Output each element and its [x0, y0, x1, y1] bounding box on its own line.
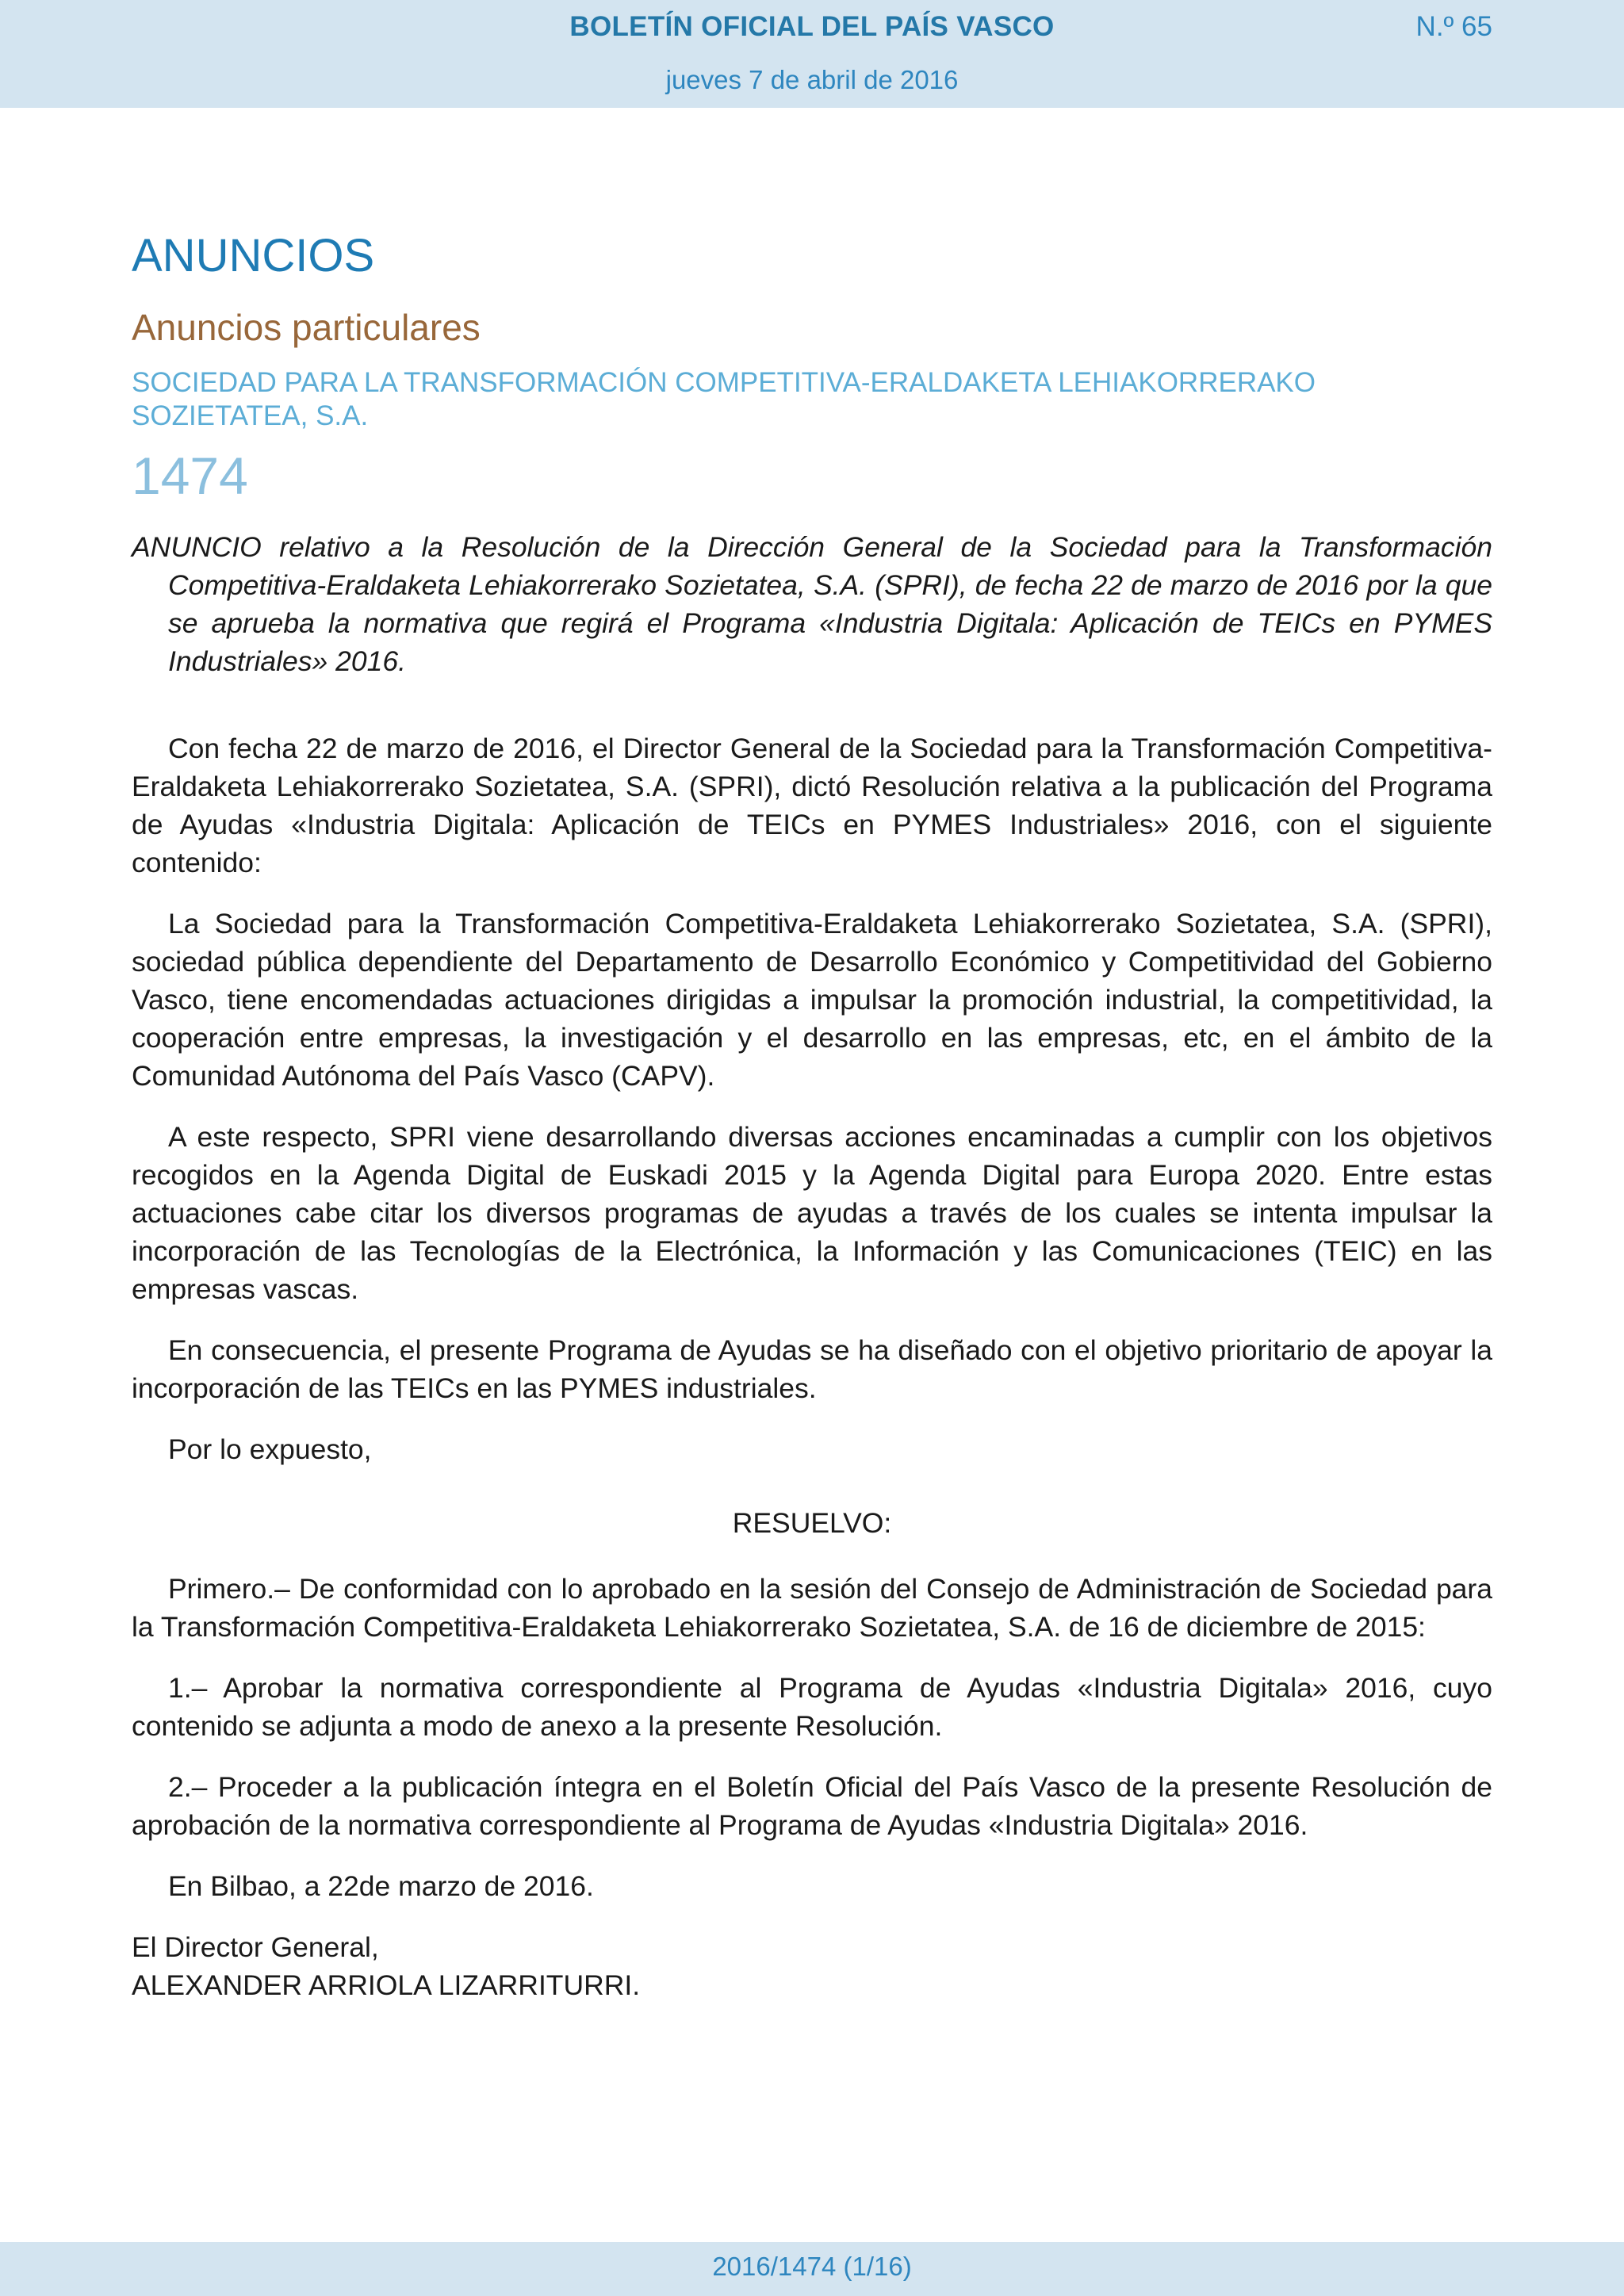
subsection-title: Anuncios particulares: [132, 306, 481, 348]
signature-role: El Director General,: [132, 1931, 379, 1964]
body-paragraph: A este respecto, SPRI viene desarrollando diversas acciones encaminadas a cumplir con los objetivos recogidos en la Agenda Digital de Euskadi 2015 y la Agenda Digital para Europa 2020. Entre estas actuaciones cabe citar los diversos programas de ayudas a través de los cuales se intenta impulsar la incorporación de las Tecnologías de la Electrónica, la Información y las Comunicaciones (TEIC) en las empresas vascas.: [132, 1121, 1492, 1306]
header-band: [0, 0, 1624, 108]
body-paragraph: Primero.– De conformidad con lo aprobado en la sesión del Consejo de Administración de Sociedad para la Transformación Competitiva-Eraldaketa Lehiakorrerako Sozietatea, S.A. de 16 de diciembre de 2015:: [132, 1573, 1492, 1644]
organization-name-line2: SOZIETATEA, S.A.: [132, 400, 369, 431]
resolves-heading: RESUELVO:: [732, 1507, 892, 1540]
body-paragraph: La Sociedad para la Transformación Competitiva-Eraldaketa Lehiakorrerako Sozietatea, S.A. (SPRI), sociedad pública dependiente del Departamento de Desarrollo Económico y Competitividad del Gobierno Vasco, tiene encomendadas actuaciones dirigidas a impulsar la promoción industrial, la competitividad, la cooperación entre empresas, la investigación y el desarrollo en las empresas, etc, en el ámbito de la Comunidad Autónoma del País Vasco (CAPV).: [132, 908, 1492, 1093]
announcement-number: 1474: [132, 446, 248, 505]
body-paragraph: 2.– Proceder a la publicación íntegra en el Boletín Oficial del País Vasco de la presente Resolución de aprobación de la normativa correspondiente al Programa de Ayudas «Industria Digitala» 2016.: [132, 1771, 1492, 1842]
bulletin-number: N.º 65: [1415, 11, 1492, 42]
footer-band: [0, 2242, 1624, 2296]
organization-name-line1: SOCIEDAD PARA LA TRANSFORMACIÓN COMPETITIVA-ERALDAKETA LEHIAKORRERAKO: [132, 366, 1316, 398]
bulletin-date: jueves 7 de abril de 2016: [665, 65, 959, 94]
announcement-summary: ANUNCIO relativo a la Resolución de la Dirección General de la Sociedad para la Transformación Competitiva-Eraldaketa Lehiakorrerako Sozietatea, S.A. (SPRI), de fecha 22 de marzo de 2016 por la que se aprueba la normativa que regirá el Programa «Industria Digitala: Aplicación de TEICs en PYMES Industriales» 2016.: [132, 531, 1492, 678]
document-content: [132, 230, 1492, 2004]
body-paragraph: Con fecha 22 de marzo de 2016, el Director General de la Sociedad para la Transformación Competitiva-Eraldaketa Lehiakorrerako Sozietatea, S.A. (SPRI), dictó Resolución relativa a la publicación del Programa de Ayudas «Industria Digitala: Aplicación de TEICs en PYMES Industriales» 2016, con el siguiente contenido:: [132, 733, 1492, 879]
bulletin-title: BOLETÍN OFICIAL DEL PAÍS VASCO: [569, 11, 1055, 42]
body-paragraph: En consecuencia, el presente Programa de Ayudas se ha diseñado con el objetivo prioritario de apoyar la incorporación de las TEICs en las PYMES industriales.: [132, 1334, 1492, 1405]
page-reference: 2016/1474 (1/16): [712, 2252, 912, 2281]
body-paragraph: Por lo expuesto,: [168, 1433, 372, 1466]
signature-name: ALEXANDER ARRIOLA LIZARRITURRI.: [132, 1969, 641, 2002]
organization-name: [132, 366, 1492, 433]
body-paragraph: 1.– Aprobar la normativa correspondiente al Programa de Ayudas «Industria Digitala» 2016, cuyo contenido se adjunta a modo de anexo a la presente Resolución.: [132, 1672, 1492, 1743]
place-date-paragraph: En Bilbao, a 22de marzo de 2016.: [168, 1870, 594, 1903]
section-title: ANUNCIOS: [132, 230, 375, 281]
